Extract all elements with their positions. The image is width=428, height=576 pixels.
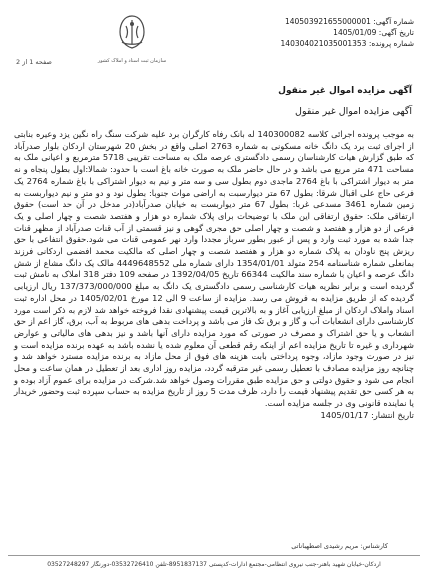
publish-date-row [14,410,414,422]
organization-caption: سازمان ثبت اسناد و املاک کشور [97,58,167,64]
notice-meta [281,16,414,49]
body-text: به موجب پرونده اجرائی کلاسه 140300082 له بانک رفاه کارگران برد علیه شرکت سنگ راه نگین یزد وعیره بنابتی از اجرای ثبت برد یک دانگ خانه مسکونی به شماره 2763 اصلی واقع در بخش 20 شهرستان اردکان بلوار صدرآباد که طبق گزارش هیات کارشناسان رسمی دادگستری عرصه ملک به مساحت تقریبی 5718 مترمربع و اعیانی ملک به مساحت 471 متر مربع می باشد و در حال حاضر ملک به صورت خانه باغ است با حدود: شمالا:اول بطول پنجاه و نه متر به دیوار اشتراکی با باغ 2764 ماجدی دوم بطول سی و سه متر و نیم به دیوار اشتراکی با باغ شماره 2764 یک فرعی حاج علی اقبال شرقا: بطول 67 متر دیوارسبت به اراضی موات جنوبا: بطول نود و دو متر و نیم دیواربست به زمین شماره 3461 مسدعی غربا: بطول 67 متر دیواربست به خیابان صدرآباد(در مدخل در آن حد است) حقوق ارتفاقی ملک: حقوق ارتفاقی این ملک با توضیحات برای پلاک شماره دو هزار و هفتصد شصت و چهار اصلی و یک فرعی از دو هزار و هفتصد و شصت و چهار اصلی حق مجری گوهی و نیز قسمتی از آب قنات صدرآباد از مظهر قنات جدا شده به مورد ثبت وارد و پس از عبور بطور سرباز مجددا وارد نهر عمومی قنات می شود.حقوق انتفاعی با حق ریزش پنج ناودان به پلاک شماره دو هزار و هفتصد شصت و چهار اصلی که مالکیت محمد افضمی اردکانی فرزند بمانعلی شماره شناسنامه 254 متولد 1354/01/01 دارای شماره ملی 4449648552 مالک یک دانگ مشاع از شش دانگ عرصه و اعیان با شماره سند مالکیت 66344 تاریخ 1392/04/05 در صفحه 109 دفتر 318 املاک به نامش ثبت گردیده است و برابر نظریه هیات کارشناسی رسمی دادگستری یک دانگ به مبلغ 137/373/000/000 ریال ارزیابی گردیده که از طریق مزایده به فروش می رسد. مزایده از ساعت 9 الی 12 مورخ 1405/02/01 در محل اداره ثبت اسناد واملاک اردکان از مبلغ ارزیابی آغاز و به بالاترین قیمت پیشنهادی نقدا فروخته خواهد شد لازم به ذکر است مورد کارشناسی دارای انشعابات آب و گاز و برق تک فاز می باشد و پرداخت بدهی های مربوط به آب، برق، گاز اعم از حق انشعاب و یا حق اشتراک و مصرف در صورتی که مورد مزایده دارای آنها باشد و نیز بدهی های مالیاتی و عوارض شهرداری و غیره تا تاریخ مزایده اعم از اینکه رقم قطعی آن معلوم شده یا نشده باشد به عهده برنده مزایده است و نیز در صورت وجود مازاد، وجوه پرداختی بابت هزینه های فوق از محل مازاد به برنده مزایده مسترد خواهد شد و چنانچه روز مزایده مصادف با تعطیل رسمی غیر مترقبه گردد، مزایده روز اداری بعد از تعطیل در همان ساعت و محل انجام می شود و حقوق دولتی و حق مزایده طبق مقررات وصول خواهد شد.شرکت در مزایده برای عموم آزاد بوده و به هر کسی حق تقدیم پیشنهاد قیمت را دارد، ظرف مدت 5 روز از تاریخ مزایده به حساب سپرده ثبت وحضور خریدار یا نماینده قانونی وی در جلسه مزایده است. [14,129,415,409]
notice-date-label: تاریخ آگهی: [378,28,414,37]
notice-title: آگهی مزایده اموال غیر منقول [278,86,412,96]
footer-divider [8,555,420,556]
notice-number-label: شماره آگهی: [373,17,414,26]
case-number: 140304021035001353 [280,39,367,48]
case-number-row [281,38,414,49]
page-number: صفحه 1 از 2 [16,58,52,66]
case-number-label: شماره پرونده: [368,39,414,48]
notice-date-row [281,27,414,38]
header [10,8,418,80]
footer-address: اردکان-خیابان شهید باهنر-جنب نیروی انتظامی-مجتمع ادارات-کدپستی 8951837137-تلفن 03532726410-دورنگار 03527248297 [47,561,381,568]
publish-date-label: تاریخ انتشار: [371,409,414,420]
notice-number-row [281,16,414,27]
organization-emblem [82,12,182,76]
notice-subtitle: آگهی مزایده اموال غیر منقول [295,106,412,117]
publish-date: 1405/01/17 [320,409,369,420]
notice-number: 140503921655000001 [284,17,371,26]
notice-date: 1405/01/09 [333,28,377,37]
emblem-icon [112,12,152,52]
notice-body [14,129,414,422]
signatory: کارشناس: مریم رشیدی اصطهباناتی [291,542,388,550]
